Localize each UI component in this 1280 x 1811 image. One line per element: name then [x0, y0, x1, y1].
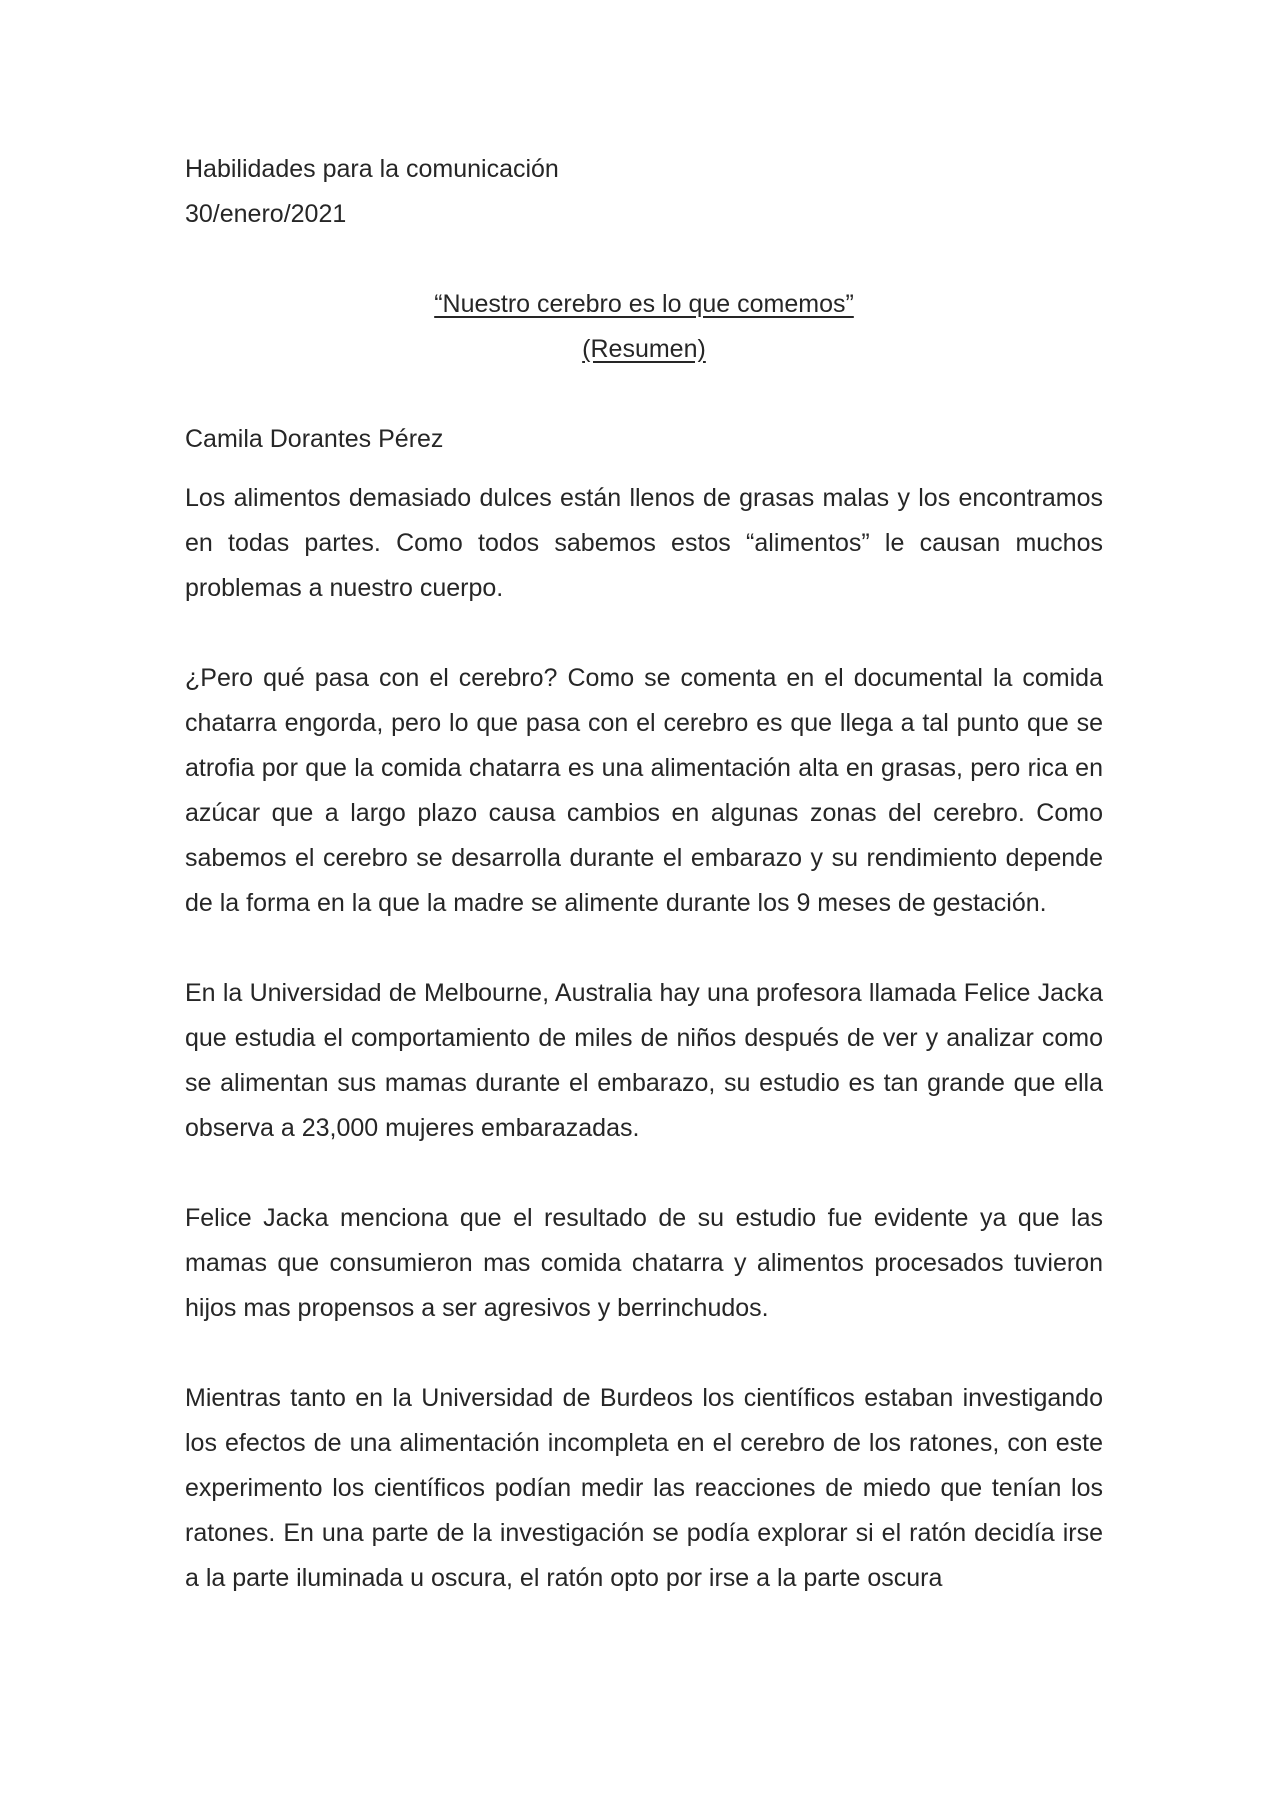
document-title: “Nuestro cerebro es lo que comemos” [434, 290, 854, 318]
paragraph-1: Los alimentos demasiado dulces están llenos de grasas malas y los encontramos en todas partes. Como todos sabemos estos “alimentos” le causan muchos problemas a nuestro cuerpo. [185, 484, 1103, 602]
document-date: 30/enero/2021 [185, 200, 347, 228]
paragraph-5: Mientras tanto en la Universidad de Burdeos los científicos estaban investigando los efectos de una alimentación incompleta en el cerebro de los ratones, con este experimento los científicos podían medir las reacciones de miedo que tenían los ratones. En una parte de la investigación se podía explorar si el ratón decidía irse a la parte iluminada u oscura, el ratón opto por irse a la parte oscura [185, 1384, 1103, 1592]
title-block [185, 282, 1103, 372]
paragraph-4: Felice Jacka menciona que el resultado de su estudio fue evidente ya que las mamas que consumieron mas comida chatarra y alimentos procesados tuvieron hijos mas propensos a ser agresivos y berrinchudos. [185, 1204, 1103, 1322]
document-page [185, 147, 1103, 1601]
paragraph-2: ¿Pero qué pasa con el cerebro? Como se comenta en el documental la comida chatarra engorda, pero lo que pasa con el cerebro es que llega a tal punto que se atrofia por que la comida chatarra es una alimentación alta en grasas, pero rica en azúcar que a largo plazo causa cambios en algunas zonas del cerebro. Como sabemos el cerebro se desarrolla durante el embarazo y su rendimiento depende de la forma en la que la madre se alimente durante los 9 meses de gestación. [185, 664, 1103, 917]
paragraph-3: En la Universidad de Melbourne, Australia hay una profesora llamada Felice Jacka que estudia el comportamiento de miles de niños después de ver y analizar como se alimentan sus mamas durante el embarazo, su estudio es tan grande que ella observa a 23,000 mujeres embarazadas. [185, 979, 1103, 1142]
course-name: Habilidades para la comunicación [185, 155, 559, 183]
author-name: Camila Dorantes Pérez [185, 425, 444, 453]
document-header [185, 147, 1103, 237]
document-body [185, 476, 1103, 1601]
document-subtitle: (Resumen) [582, 335, 706, 363]
